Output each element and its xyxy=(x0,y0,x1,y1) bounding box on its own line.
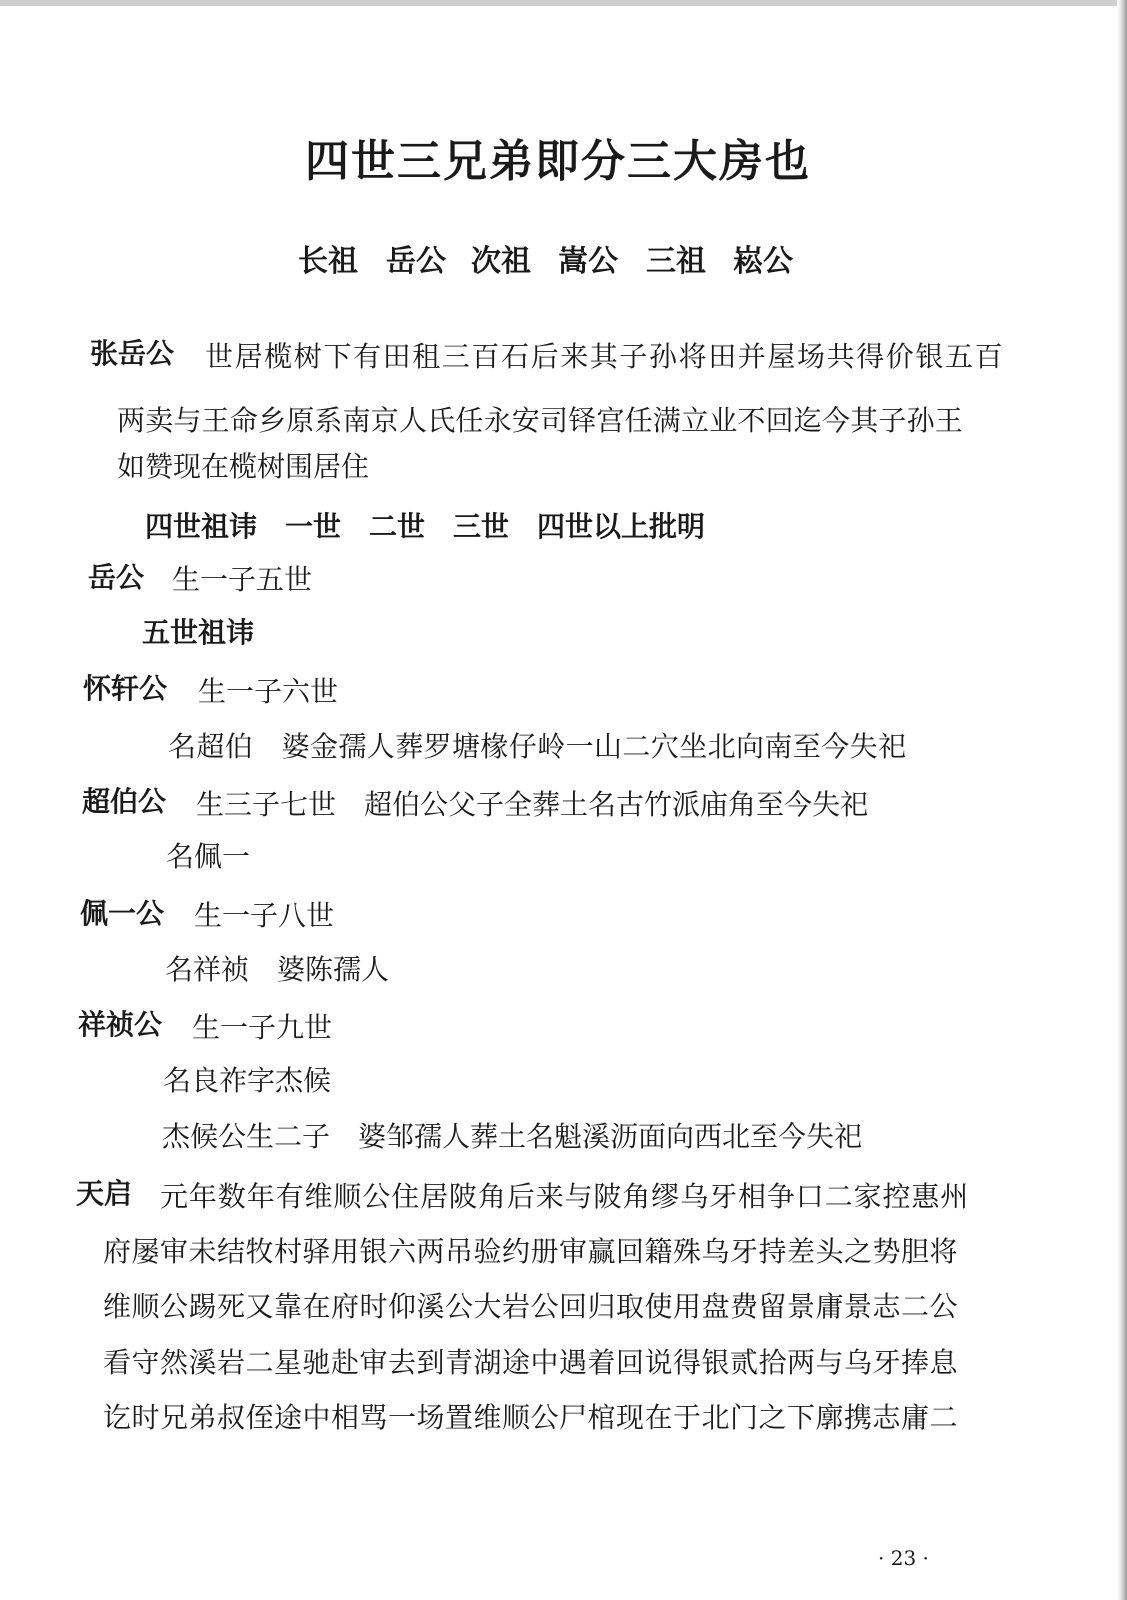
entry-text: 看守然溪岩二星驰赴审去到青湖途中遇着回说得银贰拾两与乌牙捧息 xyxy=(103,1346,959,1379)
entry-label: 怀轩公 xyxy=(83,672,168,705)
entry-text: 生一子六世 xyxy=(198,675,339,708)
subtitle-3: 次祖 xyxy=(471,244,531,279)
entry-text: 名祥祯 婆陈孺人 xyxy=(165,953,390,986)
entry-label: 祥祯公 xyxy=(78,1008,163,1041)
entry-text: 世居榄树下有田租三百石后来其子孙将田并屋场共得价银五百 xyxy=(205,340,1005,373)
entry-text: 名超伯 婆金孺人葬罗塘椽仔岭一山二穴坐北向南至今失祀 xyxy=(168,730,907,763)
entry-text: 生一子五世 xyxy=(172,563,313,596)
entry-text: 生一子九世 xyxy=(192,1011,333,1044)
entry-text: 四世祖讳 一世 二世 三世 四世以上批明 xyxy=(145,510,706,543)
entry-label: 岳公 xyxy=(88,561,145,594)
entry-text: 名佩一 xyxy=(166,840,251,873)
entry-text: 维顺公踢死又靠在府时仰溪公大岩公回归取使用盘费留景庸景志二公 xyxy=(103,1290,959,1323)
entry-text: 生一子八世 xyxy=(194,899,335,932)
entry-text: 五世祖讳 xyxy=(142,616,255,649)
subtitle-1: 长祖 xyxy=(298,244,358,279)
entry-text: 讫时兄弟叔侄途中相骂一场置维顺公尸棺现在于北门之下廓携志庸二 xyxy=(103,1401,959,1434)
entry-label: 张岳公 xyxy=(90,337,175,370)
entry-text: 生三子七世 超伯公父子全葬土名古竹派庙角至今失祀 xyxy=(196,788,869,821)
entry-label: 佩一公 xyxy=(80,897,165,930)
entry-label: 超伯公 xyxy=(82,785,167,818)
scan-edge-top xyxy=(0,0,1127,6)
scan-edge-right xyxy=(1117,0,1127,1600)
entry-text: 如赞现在榄树围居住 xyxy=(117,450,370,483)
entry-text: 杰候公生二子 婆邹孺人葬土名魁溪沥面向西北至今失祀 xyxy=(162,1120,863,1153)
entry-label: 天启 xyxy=(76,1177,133,1210)
subtitle-5: 三祖 xyxy=(646,244,706,279)
entry-text: 名良祚字杰候 xyxy=(163,1064,332,1097)
entry-text: 两卖与王命乡原系南京人氏任永安司铎宫任满立业不回迄今其子孙王 xyxy=(117,404,964,437)
page-title: 四世三兄弟即分三大房也 xyxy=(305,136,811,187)
subtitle-6: 崧公 xyxy=(733,244,793,279)
entry-text: 元年数年有维顺公住居陂角后来与陂角缪乌牙相争口二家控惠州 xyxy=(160,1180,970,1213)
entry-text: 府屡审未结牧村驿用银六两吊验约册审赢回籍殊乌牙持差头之势胆将 xyxy=(103,1235,959,1268)
page-number: · 23 · xyxy=(878,1546,929,1570)
subtitle-4: 嵩公 xyxy=(558,244,618,279)
subtitle-2: 岳公 xyxy=(386,244,446,279)
